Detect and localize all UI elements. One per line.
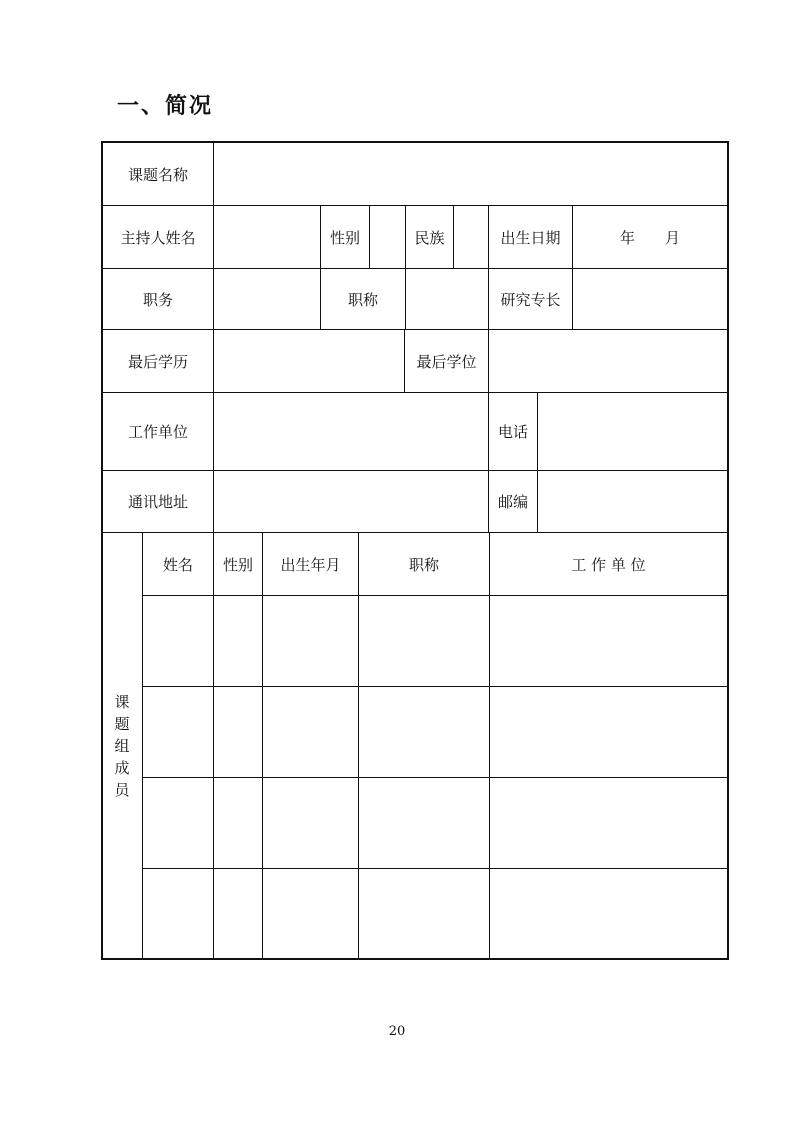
section-heading: 一、简况	[117, 94, 214, 119]
birth-date-field[interactable]	[573, 206, 727, 268]
table-border-bottom	[101, 958, 729, 960]
member-gender-cell[interactable]	[214, 778, 262, 868]
member-title-cell[interactable]	[359, 687, 489, 777]
member-gender-cell[interactable]	[214, 687, 262, 777]
work-unit-label: 工作单位	[127, 423, 188, 441]
final-education-field[interactable]	[214, 330, 404, 392]
member-title-cell[interactable]	[359, 869, 489, 958]
postcode-field[interactable]	[538, 471, 727, 532]
ethnicity-label: 民族	[414, 228, 445, 247]
members-label-char: 题	[114, 715, 130, 733]
title-field[interactable]	[406, 269, 488, 329]
member-birth-cell[interactable]	[263, 687, 358, 777]
final-education-label: 最后学历	[127, 352, 188, 371]
work-unit-field[interactable]	[214, 393, 488, 470]
host-name-label: 主持人姓名	[120, 228, 196, 247]
phone-label: 电话	[497, 423, 528, 441]
position-field[interactable]	[214, 269, 320, 329]
page-number: 20	[388, 1024, 406, 1039]
postcode-label: 邮编	[497, 493, 528, 511]
year-label: 年	[619, 228, 635, 247]
member-work-unit-header: 工 作 单 位	[571, 555, 646, 574]
member-birth-cell[interactable]	[263, 869, 358, 958]
host-name-field[interactable]	[214, 206, 320, 268]
member-name-header: 姓名	[162, 555, 193, 574]
address-field[interactable]	[214, 471, 488, 532]
member-work-unit-cell[interactable]	[490, 778, 727, 868]
research-specialty-label: 研究专长	[500, 290, 561, 309]
research-specialty-field[interactable]	[573, 269, 727, 329]
member-name-cell[interactable]	[143, 687, 213, 777]
project-name-field[interactable]	[214, 143, 727, 205]
members-section-label	[102, 533, 142, 959]
members-label-char: 员	[114, 781, 130, 799]
member-name-cell[interactable]	[143, 778, 213, 868]
gender-label: 性别	[329, 228, 360, 247]
gender-field[interactable]	[370, 206, 405, 268]
member-gender-header: 性别	[222, 555, 253, 574]
member-birth-cell[interactable]	[263, 778, 358, 868]
members-label-char: 组	[114, 737, 130, 755]
member-work-unit-cell[interactable]	[490, 687, 727, 777]
position-label: 职务	[142, 290, 173, 309]
final-degree-field[interactable]	[489, 330, 727, 392]
month-label: 月	[665, 228, 681, 247]
table-border-right	[727, 141, 729, 960]
phone-field[interactable]	[538, 393, 727, 470]
project-name-label: 课题名称	[127, 165, 188, 184]
member-gender-cell[interactable]	[214, 596, 262, 686]
member-title-header: 职称	[408, 555, 439, 574]
members-label-char: 课	[114, 693, 130, 711]
member-work-unit-cell[interactable]	[490, 869, 727, 958]
member-name-cell[interactable]	[143, 869, 213, 958]
member-work-unit-cell[interactable]	[490, 596, 727, 686]
ethnicity-field[interactable]	[454, 206, 488, 268]
member-title-cell[interactable]	[359, 596, 489, 686]
address-label: 通讯地址	[127, 493, 188, 511]
members-label-char: 成	[114, 759, 130, 777]
member-title-cell[interactable]	[359, 778, 489, 868]
final-degree-label: 最后学位	[416, 352, 477, 371]
member-name-cell[interactable]	[143, 596, 213, 686]
member-birth-header: 出生年月	[280, 555, 341, 574]
birth-date-label: 出生日期	[500, 228, 561, 247]
member-gender-cell[interactable]	[214, 869, 262, 958]
member-birth-cell[interactable]	[263, 596, 358, 686]
title-label: 职称	[347, 290, 378, 309]
